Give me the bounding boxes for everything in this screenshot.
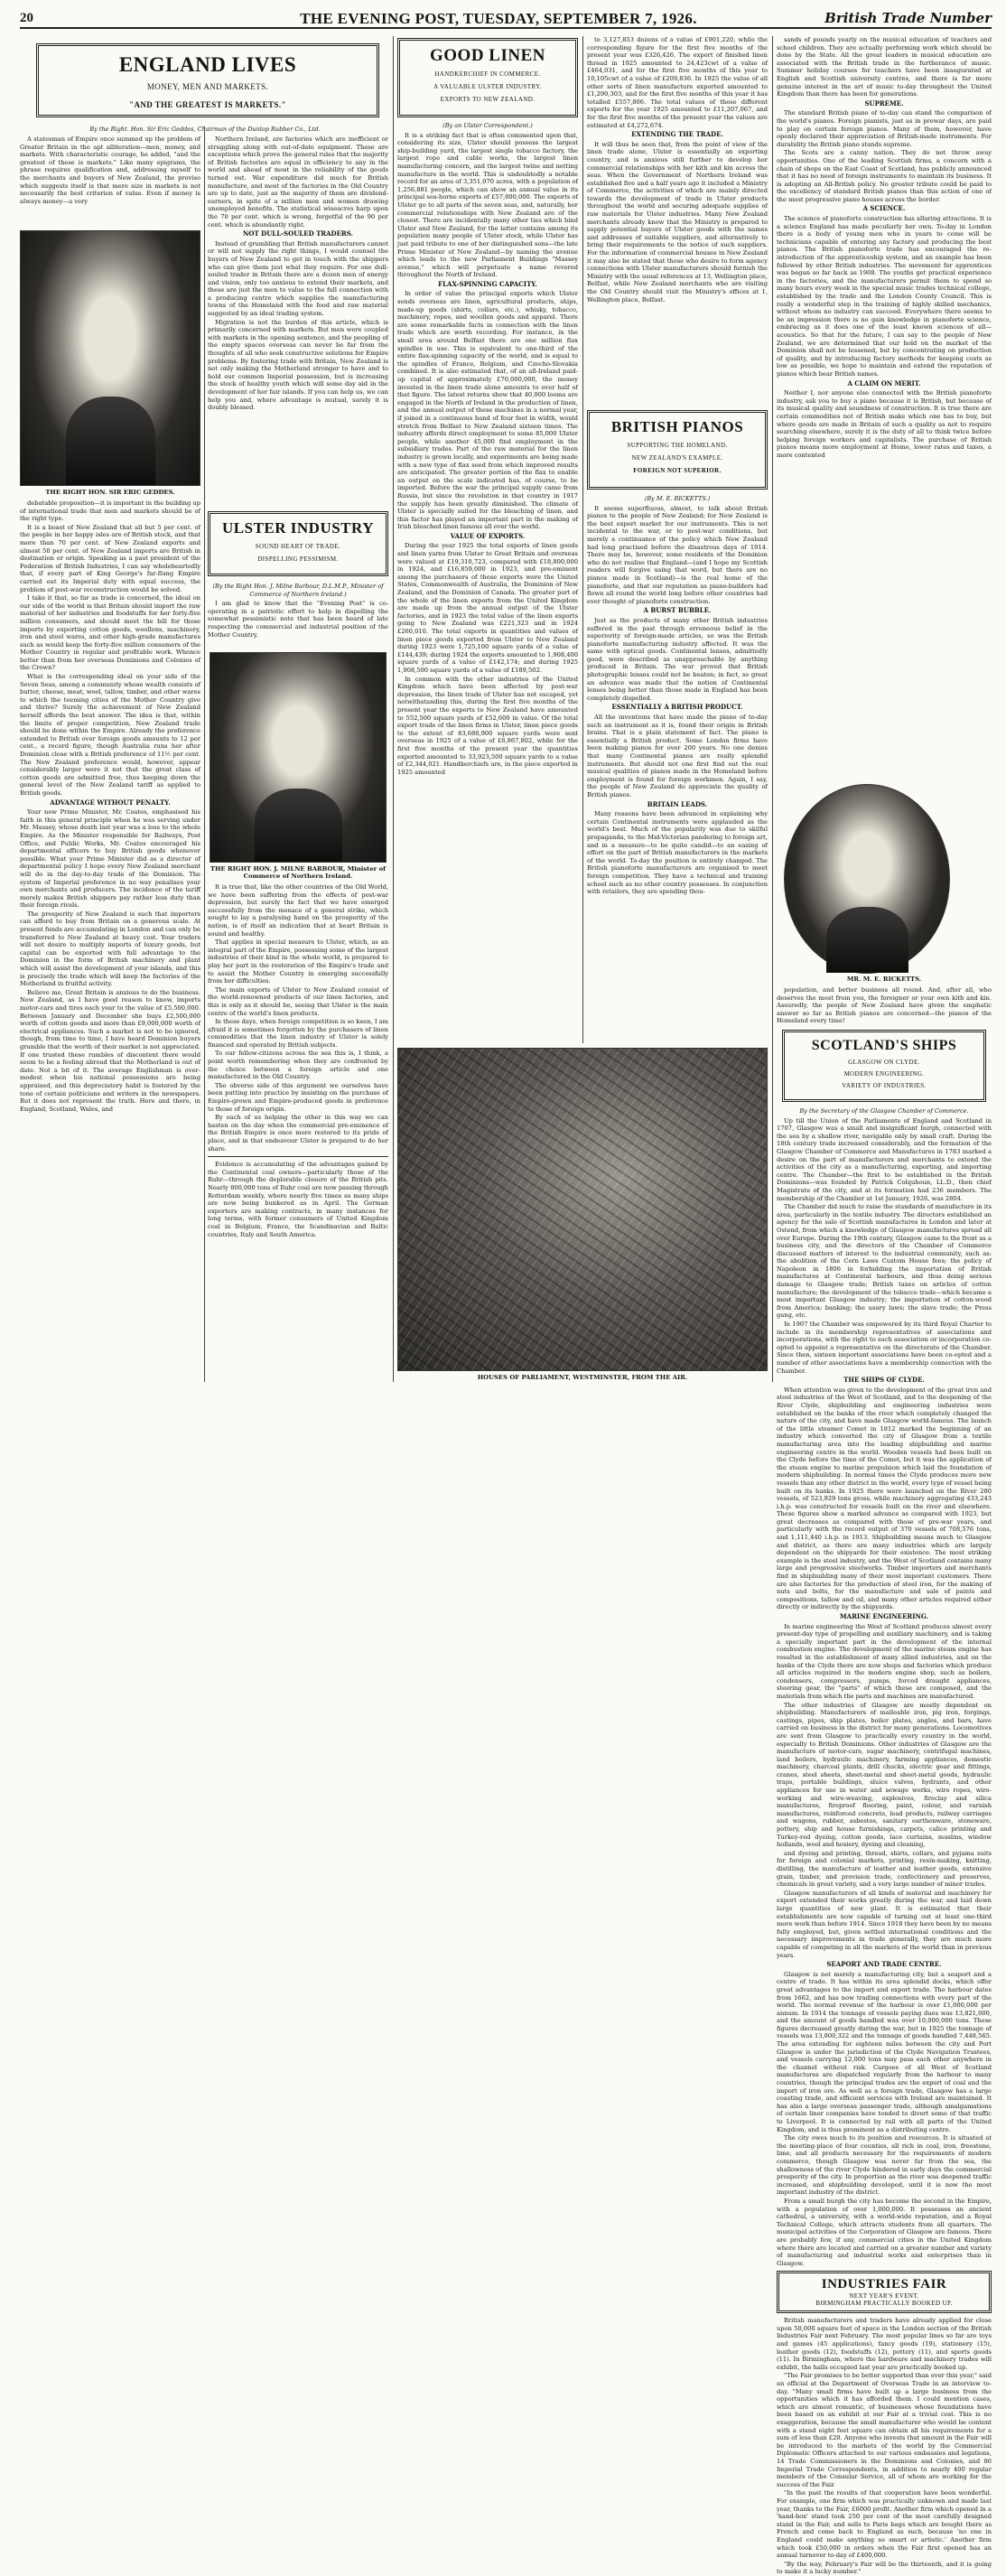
pianos-col1: (By M. E. RICKETTS.) It seems superfluous, almost, to talk about British pianos to the people of New Zealand; for New Zealand is the best export market for our instruments. This is not incidental to the war, or to post-war conditions, but merely a continuance of the policy which New Zealand had long practised before the disastrous days of 1914. There may be, however, some residents of the Dominion who do not realise that England—(and I hope my Scottish readers will forgive using that word, but there are no pianos made in Scotland)—is the real home of the pianoforte, and that our reputation as piano-builders had flown all round the world long before other countries had ever thought of pianoforte construction. A BURST BUBBLE. Just as the products of many other British industries suffered in the past through erroneous belief in the superiority of foreign-made articles, so was the British pianoforte manufacturing industry affected. It was the same with optical goods. Continental lenses, admittedly good, were described as unapproachable by anything produced in Britain. The war proved that British photographic lenses could not be beaten; in fact, so great an advance was made that the notion of Continental lenses being better than those made in England has been completely dispelled. ESSENTIALLY A BRITISH PRODUCT. All the inventions that have made the piano of to-day such an instrument as it is, found their origin in British brains. That is a plain statement of fact. The piano is essentially a British product. Some London firms have been making pianos for over 200 years. No one denies that many Continental pianos are really splendid instruments. But should not one first find out the real musical qualities of pianos made in the Homeland before employment is found for foreign workmen. Again, I say, the people of New Zealand do appreciate the quality of British pianos. BRITAIN LEADS. Many reasons have been advanced in explaining why certain Continental instruments were applauded as the world's best. Much of the popularity was due to skilful propaganda, to the Mid-Victorian pandering to foreign art, and in a measure—to be quite candid—to an easing of effort on the part of British manufacturers in the markets of the world. To-day the position is entirely changed. The British pianoforte manufacturers are organised to meet foreign competition. They have a technical and training school such as no other country possesses. In conjunction with retailers, they are spending thou- [587,495,768,896]
parliament-aerial-photo [397,1048,768,1371]
ricketts-caption: MR. M. E. RICKETTS. [846,975,922,983]
section-tag: British Trade Number [824,10,992,26]
england-headline-box [36,43,379,117]
pianos-col3: population, and better business all round. And, after all, who deserves the most from you, the foreigner or your own kith and kin. Assuredly, the people of New Zealand have given the emphatic answer so far as British pianos are concerned—the pianos of the Homeland every time! [777,986,992,1025]
ulster-title: ULSTER INDUSTRY [222,519,374,537]
pianos-title: BRITISH PIANOS [610,418,744,435]
scotland-col: By the Secretary of the Glasgow Chamber of Commerce. Up till the Union of the Parliaments of England and Scotland in 1707, Glasgow was a small and insignificant burgh, connected with the sea by a shallow river, navigable only by small craft. During the 18th century trade increased considerably, and the formation of the Glasgow Chamber of Commerce and Manufactures in 1783 marked a desire on the part of manufacturers and merchants to extend the activities of the city as a manufacturing, exporting, and importing centre. The Chamber—the first to be established in the British Dominions—was founded by Patrick Colquhoun, LL.D., then chief Magistrate of the city, and at its formation had 236 members. The membership of the Chamber at 1st January, 1926, was 2804. The Chamber did much to raise the standards of manufacture in its area, particularly in the textile industry. The directors established an agency for the sale of Scottish manufactures in London and later at Ostend, from which a knowledge of Glasgow manufactures spread all over Europe. During the 19th century, Glasgow came to the front as a business city, and the directors of the Chamber of Commerce discussed matters of interest to the industrial community, such as: the abolition of the Corn Laws Custom House fees; the policy of Napoleon in 1806 in forbidding the importation of British manufactures at Continental harbours, and thus doing serious damage to Glasgow trade; British taxes on articles of cotton manufacture; the development of the tobacco trade—which became a most important Glasgow industry; the importation of cotton-wood from America; banking; the usury laws; the slave trade; the Press gang, etc. In 1907 the Chamber was empowered by its third Royal Charter to include in its membership representatives of associations and incorporations, with the right to such association or incorporation co-opted to appoint a representative on the directorate of the Chamber. Since then, sixteen important associations have been co-opted and a number of other associations have a membership connection with the Chamber. THE SHIPS OF CLYDE. When attention was given to the development of the great iron and steel industries of the West of Scotland, and to the deepening of the River Clyde, shipbuilding and engineering industries were established on the banks of the river which completely changed the nature of the city, and have made Glasgow world-famous. The launch of the little steamer Comet in 1812 marked the beginning of an industry which converted the city of Glasgow from a textile manufacturing area into the leading shipbuilding and marine engineering centre in the world. Wooden vessels had been built on the Clyde before the time of the Comet, but it was the application of the steam engine to marine propulsion which laid the foundation of modern shipbuilding. In normal times the Clyde produces more new vessels than any other district in the world, every type of vessel being built on its banks. In 1925 there were launched on the River 280 vessels, of 523,929 tons gross, while machinery aggregating 433,243 i.h.p. was constructed for vessels built on the river and elsewhere. These figures show a marked advance as compared with 1923, but great decreases as compared with those of pre-war years, and particularly with the record output of 370 vessels of 708,576 tons, and 1,111,440 i.h.p. in 1913. Shipbuilding means much to Glasgow and district, as there are many industries which are largely dependent on the shipyards for their existence. The most striking example is the steel industry, and the West of Scotland contains many large and progressive steelworks. Timber importers and merchants find in shipbuilding many of their most important customers. There are also factories for the production of steel iron, for the making of nuts and bolts, for the manufacture and sale of paints and compositions, tallow and oil, and many other articles required either directly or indirectly by the shipyards. MARINE ENGINEERING. In marine engineering the West of Scotland produces almost every present-day type of propelling and auxiliary machinery, and is taking a specially important part in the development of the internal combustion engine. The development of the marine steam engine has resulted in the establishment of many allied industries, and on the banks of the Clyde there are now shops and factories which produce all articles required in the modern engine shop, such as boilers, condensers, compressors, pumps, forced draught appliances, steering gear, the "parts" of which these are composed, and the materials from which the parts and machines are manufactured. The other industries of Glasgow are mostly dependent on shipbuilding. Manufacturers of malleable iron, pig iron, forgings, castings, pipes, ship plates, boiler plates, angles, and bars, have carried on business in the district for many generations. Locomotives are sent from Glasgow to practically every country in the world, especially to British Dominions. Other industries of Glasgow are the manufacture of motor-cars, sugar machinery, centrifugal machines, land boilers, hydraulic machinery, farming appliances, domestic machinery, charcoal plants, drill chucks, electric gear and fittings, cranes, steel sheets, sheet-metal and sheet-metal goods, hydraulic traps, portable buildings, sluice valves, hydrants, and other appliances for use in water and sewage works, wire ropes, wire-working and wire-weaving, explosives, fireclay and silica manufactures, fireproof flooring, paint, colour, and varnish manufactures, reinforced concrete, lead products, railway carriages and wagons, rubber, asbestos, sanitary earthenware, stoneware, pottery, ship and house furnishings, carpets, calico printing and Turkey-red dyeing, cotton goods, lace curtains, muslins, window hollands, wool and hosiery, dyeing and cleaning, and dyeing and printing, thread, shirts, collars, and pyjama suits for foreign and colonial markets, printing, resin-making, knitting, distilling, the manufacture of leather and leather goods, extensive grain, timber, and provision trade, confectionery and preserves, chemicals in great variety, and a very large number of minor trades. Glasgow manufacturers of all kinds of material and machinery for export extended their works greatly during the war, and laid down large quantities of new plant. It is estimated that their establishments are now capable of turning out at least one-third more work than before 1914. Since 1918 they have been by no means fully employed, but, given settled international conditions and the necessary improvements in trade generally, they are much more capable of competing in all the markets of the world than in previous years. SEAPORT AND TRADE CENTRE. Glasgow is not merely a manufacturing city, but a seaport and a centre of trade. It has within its area splendid docks, which offer great advantages to the import and export trade. The harbour dates from 1662, and has now trading connections with every part of the world. The normal revenue of the harbour is over £1,000,000 per annum. In 1914 the tonnage of vessels paying dues was 13,821,000, and the amount of goods handled was over 10,000,000 tons. These figures decreased greatly during the war, but in 1925 the tonnage of vessels was 13,800,322 and the tonnage of goods handled 7,448,565. The area extending for eighteen miles between the city and Port Glasgow is under the jurisdiction of the Clyde Navigation Trustees, and vessels carrying 12,000 tons may pass each other anywhere in the channel without risk. Cargoes of all West of Scotland manufactures are dispatched regularly from the harbour to many countries, though the principal trades are the export of coal and the import of iron ore. As well as a foreign trade, Glasgow has a large coasting trade, and efficient services with Ireland are maintained. It has also a large overseas passenger trade, although amalgamations of certain liner companies have tended to divert some of that traffic to Liverpool. It is connected by rail with all parts of the United Kingdom, and is thus prominent as a distributing centre. The city owes much to its position and resources. It is situated at the meeting-place of four counties, all rich in coal, iron, freestone, lime, and all products necessary for the requirements of modern commerce, though Glasgow was never far from the sea, the shallowness of the river Clyde hindered in early days the commercial prosperity of the city. In proportion as the river was deepened traffic increased, and shipbuilding developed, until it is now the most important industry of the district. From a small burgh the city has become the second in the Empire, with a population of over 1,000,000. It possesses an ancient cathedral, a university, with a world-wide reputation, and a Royal Technical College, which attracts students from all quarters. The municipal activities of the Corporation of Glasgow are famous. There are probably few, if any, commercial cities in the United Kingdom where there are located and carried on a greater number and variety of manufacturing and industrial works and enterprises than in Glasgow. INDUSTRIES FAIR NEXT YEAR'S EVENT. BIRMINGHAM PRACTICALLY BOOKED UP. British manufacturers and traders have already applied for close upon 50,000 square feet of space in the London section of the British Industries Fair next February. The most popular lines so far are toys and games (45 applications), fancy goods (19), stationery (15), leather goods (12), foodstuffs (12), pottery (11), and sports goods (11). In Birmingham, where the hardware and machinery trades will exhibit, the halls occupied last year are practically booked up. "The Fair promises to be better supported than ever this year," said an official at the Department of Overseas Trade in an interview to-day. "Many small firms have built up a large business from the opportunities which it has afforded them. I could mention cases, which are almost romantic, of businesses whose foundations have been based on an exhibit at our Fair at a trivial cost. This is no exaggeration, because the small manufacturer who would be content with a stand eight feet square can obtain all his requirements for a sum of less than £20. Anyone who invests that amount in the Fair will be introduced to the markets of the world by the Commercial Diplomatic Officers attached to our various embassies and legations, 14 Trade Commissioners in the Dominions and Colonies, and 86 Imperial Trade Correspondents, in addition to nearly 400 regular members of the Consular Service, all of whom are working for the success of the Fair. "In the past the results of that cooperation have been wonderful. For example, one firm which was practically unknown and made last year, thanks to the Fair, £6000 profit. Another firm which opened in a 'hand-box' stand took 250 per cent of the most carefully designed stand in the Fair, and sells to Paris bags which are bought there as French and come back to England as such, because 'no one in England could make anything so smart or artistic.' Another firm which took £50,000 in orders when the Fair first opened has an annual turnover to-day of £400,000. "By the way, February's Fair will be the thirteenth, and it is going to make it a lucky number." [777,1107,992,2576]
pianos-headline-box: BRITISH PIANOS SUPPORTING THE HOMELAND. NEW ZEALAND'S EXAMPLE. FOREIGN NOT SUPERIOR. [587,410,768,490]
masthead: THE EVENING POST, TUESDAY, SEPTEMBER 7, 1926. [300,10,697,27]
ulster-byline: (By the Right Hon. J. Milne Barbour, D.L.M.P., Minister of Commerce of Northern Ireland.) [212,583,384,598]
england-col2: Northern Ireland, are factories which are inefficient or struggling along with out-of-date equipment. These are exceptions which prove the general rules that the majority of British factories are equal in efficiency to any in the world and ahead of most in the reliability of the goods turned out. War expenditure did much for British manufacture, and most of the factories in the Old Country are up to date, just as the majority of them are dividend-earners, in spite of a million men and women drawing unemployed benefits. The statistical wiseacres harp upon the 70 per cent. which is wrong, forgetful of the 90 per cent. which is abundantly right. NOT DULL-SOULED TRADERS. Instead of grumbling that British manufacturers cannot or will not supply the right things, I would counsel the buyers of New Zealand to get in touch with the shippers who can give them just what they require. For one dull-souled trader in Britain there are a dozen men of energy and vision, only too anxious to extend their markets, and these are just the men to value to the full connection with a producing centre which supplies the manufacturing towns of the Homeland with the food and raw material suggested by an ideal trading system. Migration is not the burden of this article, which is primarily concerned with markets. But men were coupled with markets in the opening sentence, and the peopling of the empty spaces overseas can never be far from the thoughts of all who seek constructive solutions for Empire problems. By fostering trade with Britain, New Zealand is not only making the Motherland stronger to have and to hold our common Imperial possession, but is increasing the stock of healthy youth which will some day aid in the development of her fair islands. If you can help us, we can help you and, where advantage is mutual, surely it is doubly blessed. [208,135,388,412]
page-number: 20 [20,11,33,25]
page-header [20,7,992,29]
linen-col1: (By an Ulster Correspondent.) It is a striking fact that is often commented upon that, considering its size, Ulster should possess the largest ship-building yard, the largest single tobacco factory, the largest rope and cable works, the largest linen manufacturing concern, and the largest twine and netting manufacture in the world. This is undoubtedly a notable record for an area of 3,351,070 acres, with a population of 1,256,881 people, which can show an annual value in its principal sea-borne exports of £57,800,000. The exports of Ulster go to all parts of the seven seas, and, naturally, her commercial relationships with New Zealand are of the closest. There are incidentally many other ties which bind Ulster and New Zealand, for the latter contains among its population many people of Ulster stock, while Ulster has just paid tribute to one of her distinguished sons—the late Prime Minister of New Zealand—by naming the avenue which leads to the new Parliament Buildings "Massey avenue," which will perpetuate a name revered throughout the North of Ireland. FLAX-SPINNING CAPACITY. In order of value the principal exports which Ulster sends overseas are linen, agricultural products, ships, made-up goods (shirts, collars, etc.), whisky, tobacco, machinery, ropes, and woollen goods and apparel. There are some remarkable facts in connection with the linen trade which are worth recording. For instance, in the small area around Belfast there are one million flax spindles in use. This is equivalent to one-third of the entire flax-spinning capacity of the world, and is equal to the spindles of France, Belgium, and Czecho-Slovakia combined. It is also estimated that, of an all-Ireland paid-up capital of approximately £70,000,000, the money invested in the linen trade alone amounts to over half of that figure. The latest returns show that 40,000 looms are engaged in the North of Ireland in the production of linen, and the annual output of these machines in a normal year, if joined in a continuous band of four feet in width, would stretch from Belfast to New Zealand sixteen times. The industry affords direct employment to some 85,000 Ulster people, while another 45,000 find employment in the subsidiary trades. Part of the raw material for the linen industry is grown locally, and experiments are being made with a new type of flax seed from which improved results are anticipated. The greater portion of the flax to enable an output on the scale indicated has, of course, to be imported. Before the war the principal supply came from Russia, but since the revolution in that country in 1917 the supply has been greatly diminished. The climate of Ulster is specially suited for the bleaching of linen, and this factor has played an important part in the making of Irish bleached linen famous all over the world. VALUE OF EXPORTS. During the year 1925 the total exports of linen goods and linen yarns from Ulster to Great Britain and overseas were valued at £19,310,723, compared with £18,800,000 in 1924, and £16,859,000 in 1923, and pre-eminent among the purchasers of these exports were the United States, Commonwealth of Australia, the Dominion of New Zealand, and the Dominion of Canada. The greater part of the whole of the linen exports from the United Kingdom are made up from the annual output of the Ulster factories, and in 1923 the total value of the linen exports going to New Zealand was £221,323 and in 1924 £260,010. The total exports in quantities and values of linen piece goods exported from Ulster to New Zealand during 1923 were 1,725,100 square yards of a value of £144,439; during 1924 the exports amounted to 1,908,400 square yards of a value of £142,174; and during 1925 1,908,500 square yards of a value of £189,502. In common with the other industries of the United Kingdom which have been affected by post-war depression, the linen trade of Ulster has not escaped, yet notwithstanding this, during the first five months of the present year the exports to New Zealand have amounted to 552,500 square yards of £52,600 in value. Of the total export trade of the linen firms in Ulster, linen piece goods to the extent of 83,680,900 square yards were sent overseas in 1925 of a value of £6,867,802, while for the first five months of the present year the quantities exported amounted to 33,923,500 square yards to a value of £2,344,021. Handkerchiefs are, in the piece exported in 1925 amounted [397,122,578,776]
ulster-col-top: (By the Right Hon. J. Milne Barbour, D.L.M.P., Minister of Commerce of Northern Ireland.) I am glad to know that the "Evening Post" is co-operating in a patriotic effort to help in dispelling the somewhat pessimistic note that has been heard of late respecting the commercial and industrial position of the Mother Country. [208,583,388,639]
england-intro: A statesman of Empire once summed up the problem of Greater Britain in the apt alliteration—men, money, and markets. With characteristic courage, he added, "and the greatest of these is markets." Like many epigrams, the phrase requires qualification and, addressing myself to the merchants and buyers of New Zealand, the proviso which suggests itself is that mere size in markets is not necessarily the best criterion of value. Even if money is always money—a very [20,135,200,205]
england-sub2: NOT DULL-SOULED TRADERS. [242,229,353,238]
england-sub1: ADVANTAGE WITHOUT PENALTY. [50,798,171,807]
england-quote: "AND THE GREATEST IS MARKETS." [129,100,286,109]
linen-title: GOOD LINEN [430,46,545,65]
geddes-photo [20,230,200,486]
scotland-title: SCOTLAND'S SHIPS [811,1038,957,1053]
parliament-caption: HOUSES OF PARLIAMENT, WESTMINSTER, FROM THE AIR. [477,1374,688,1381]
pianos-col2: sands of pounds yearly on the musical education of teachers and school children. They are actually performing work which should be done by the State. All the great leaders in musical education are associated with the British trade in the furtherance of music. Summer holiday courses for teachers have been inaugurated at English and Scottish university centres, and there is far more genuine interest in the art of music to-day throughout the United Kingdom than there has been for generations. SUPREME. The standard British piano of to-day can stand the comparison of the world's pianos. Foreign pianists, just as in prewar days, are paid to play on certain foreign pianos. Many of them, however, have openly declared their appreciation of British-made instruments. For durability the British piano stands supreme. The Scots are a canny nation. They do not throw away opportunities. One of the leading Scottish firms, a concern with a chain of shops on the East Coast of Scotland, has publicly announced that it has no need of foreign instruments to maintain its business. It is adopting an All-British policy. No greater tribute could be paid to the excellency of standard British pianos than this action of one of the most progressive piano houses across the border. A SCIENCE. The science of pianoforte construction has alluring attractions. It is a science England has made peculiarly her own. To-day in London there is a body of young men who in years to come will be technicians capable of entering any factory and producing the best pianos. The British pianoforte trade has encouraged the re-introduction of the apprenticeship system, and an example has been followed by other British industries. The movement for apprentices was begun so far back as 1908. The youths get practical experience in the factories, and the manufacturers permit them to spend so many hours every week in the special music trades technical college, established by the trade and the London County Council. This is really a wonderful step in the training of highly skilled mechanics, without whom no industry can succeed. Everywhere there seems to be an impression there is no gain knowledge in pianoforte science, embracing as it does one of the least known sciences of all—acoustics. So that for the future, I can say to the people of New Zealand, we are determined that our hold on the market of the Dominion shall not be lessened, but by concentrating on production of quality, and by introducing factory methods for keeping costs as low as possible, we hope to maintain and extend the reputation of pianos which bear British names. A CLAIM ON MERIT. Neither I, nor anyone else connected with the British pianoforte industry, ask you to buy a piano because it is British, but because of its musical quality and soundness of construction. It is true there are certain commodities not of British make which one has to buy, but where goods are made in Britain of such a quality as not to require searching elsewhere, surely it is the duty of all to think twice before helping foreign workers and capitalists. The purchase of British pianos means more employment at Home, lower rates and taxes, a more contented [777,36,992,459]
linen-col2: to 3,127,853 dozens of a value of £901,220, while the corresponding figure for the first five months of the present year was £326,426. The export of finished linen thread in 1925 amounted to 24,423cwt of a value of £464,031, and for the first five months of this year to 10,105cwt of a value of £209,836. In 1925 the value of all other sorts of linen manufacture exported amounted to £1,290,303, and for the first five months of this year it has totalled £557,806. The total values of these different exports for the year 1925 amounted to £11,207,067, and for the first five months of the present year the values are estimated at £4,272,674. EXTENDING THE TRADE. It will thus be seen that, from the point of view of the linen trade alone, Ulster is essentially an exporting country, and is anxious still further to develop her commercial relationships with her kith and kin across the seas. When the Government of Northern Ireland was established five and a half years ago it included a Ministry of Commerce, the activities of which are mainly directed towards the development of trade in Ulster products throughout the world and securing adequate supplies of raw materials for Ulster industries. Many New Zealand merchants already know that the Ministry is prepared to supply potential buyers of Ulster goods with the names and addresses of suitable suppliers, and alternatively to bring their requirements to the notice of such suppliers. For the information of commercial houses in New Zealand it may also be stated that those who desire to form agency connections with Ulster manufacturers should furnish the Ministry with the usual references at 13, Wellington place, Belfast, while New Zealand merchants who are visiting the Old Country should visit the Ministry's offices at 1, Wellington place, Belfast. [587,36,768,303]
fair-title: INDUSTRIES FAIR [821,2277,947,2292]
scotland-headline-box: SCOTLAND'S SHIPS GLASGOW ON CLYDE. MODERN ENGINEERING. VARIETY OF INDUSTRIES. [782,1030,986,1102]
ulster-headline-box: ULSTER INDUSTRY SOUND HEART OF TRADE. DISPELLING PESSIMISM. [208,511,388,576]
linen-headline-box: GOOD LINEN HANDKERCHIEF IN COMMERCE. A VALUABLE ULSTER INDUSTRY. EXPORTS TO NEW ZEALAND. [397,38,578,117]
geddes-caption: THE RIGHT HON. SIR ERIC GEDDES. [45,489,175,496]
england-subtitle: MONEY, MEN AND MARKETS. [146,82,269,91]
fair-headline-box: INDUSTRIES FAIR NEXT YEAR'S EVENT. BIRMINGHAM PRACTICALLY BOOKED UP. [777,2271,992,2313]
england-title: ENGLAND LIVES [118,53,297,76]
ricketts-photo [784,784,950,974]
england-byline: By the Right. Hon. Sir Eric Geddes, Chairman of the Dunlop Rubber Co., Ltd. [89,126,321,133]
ulster-col-bottom: It is true that, like the other countries of the Old World, we have been suffering from the effects of post-war depression, but surely the fact that we have emerged successfully from the menace of a general strike, which sought to lay a paralysing hand on the prosperity of the nation, is of itself an indication that at heart Britain is sound and healthy. That applies in special measure to Ulster, which, as an integral part of the Empire, possessing some of the largest industries of their kind in the whole world, is prepared to play her part in the restoration of the Empire's trade and to assist the Mother Country in emerging successfully from her difficulties. The main exports of Ulster to New Zealand consist of the world-renowned products of our linen factories, and this is only as it should be, seeing that Ulster is the main centre of the world's linen products. In these days, when foreign competition is so keen, I am afraid it is sometimes forgotten by the purchasers of linen commodities that the linen industry of Ulster is solely financed and operated by British subjects. To our fellow-citizens across the sea this is, I think, a point worth remembering when they are confronted by the choice between a foreign article and one manufactured in the Old Country. The obverse side of this argument we ourselves have been putting into practice by insisting on the purchase of Empire-grown and Empire-produced goods in preference to those of foreign origin. By each of us helping the other in this way we can hasten on the day when the commercial pre-eminence of the British Empire is once more restored to its pride of place, and in that endeavour Ulster is prepared to do her share. Evidence is accumulating of the advantages gained by the Continental coal owners—particularly those of the Ruhr—through the deplorable closure of the British pits. Nearly 800,000 tons of Ruhr coal are now passing through Rotterdam weekly, where nearly five times as many ships are now being bunkered as in April. The German exporters are making contracts, in many instances for long terms, with former consumers of United Kingdom coal in Belgium, France, the Scandinavian and Baltic countries, Italy and South America. [208,883,388,1238]
barbour-caption: THE RIGHT HON. J. MILNE BARBOUR, Minister of Commerce of Northern Ireland. [210,865,387,880]
england-col1: debatable proposition—it is important in the building up of international trade that men and markets should be of the right type. It is a boast of New Zealand that all but 5 per cent. of the people in her happy isles are of British stock, and that more than 70 per cent. of New Zealand exports and almost 50 per cent. of New Zealand imports are British in destination or origin. Speaking as a past president of the Federation of British Industries, I can say wholeheartedly that, if every part of King George's far-flung Empire carried out its Imperial duty with equal success, the problem of post-war reconstruction would be solved. I take it that, so far as trade is concerned, the ideal on our side of the world is that Britain should import the raw material of her industries and foodstuffs for her forty-five million consumers, and should meet the bill for those imports by exporting cotton goods, woollens, machinery, iron and steel wares, and other high-grade manufactures such as would keep the forty-five million consumers of the Mother Country in regular and profitable work. Whence better than from her overseas Dominions and Colonies of the Crown? What is the corresponding ideal on your side of the Seven Seas, among a community whose wealth consists of butter, cheese, meat, wool, tallow, timber, and other wares to which the teeming cities of the Mother Country give and thrive? Surely the achievement of New Zealand herself affords the best answer. The idea is that, within the limits of proper competition, New Zealand trade should be done within the Empire. Already the preference extended to British over foreign goods amounts to 12 per cent., a record figure, though Australia runs her after Dominion close with a British preference of 11½ per cent. The New Zealand preference would, however, appear considerably larger were it not that the great class of cotton goods are admitted free, thus keeping down the general level of the New Zealand tariff as applied to British goods. ADVANTAGE WITHOUT PENALTY. Your new Prime Minister, Mr. Coates, emphasised his faith in this general principle when he was serving under Mr. Massey, whose death last year was a loss to the whole Empire. As the Minister responsible for Railways, Post Office, and Public Works, Mr. Coates encouraged his departmental officers to buy British goods whenever possible. What your Prime Minister did as a director of departmental policy I hope every New Zealand merchant will do in the day-to-day trade of the Dominion. The system of Imperial preference in no way penalises your own merchants and producers. The incidence of the tariff merely makes British shippers pay rather less duty than their foreign rivals. The prosperity of New Zealand is such that importers can afford to buy from Britain on a generous scale. At present funds are accumulating in London and can only be transferred to New Zealand at heavy cost. Your traders will not desire to multiply imports of luxury goods, but capital can be exported with full advantage to the Dominion in the form of British machinery and plant which will assist the development of your islands, and this is precisely the trade which will keep the factories of the Motherland in fruitful activity. Believe me, Great Britain is anxious to do the business. New Zealand, as I have good reason to know, imports motor-cars and tires each year to the value of £5,500,000. Between January and December she buys £2,500,000 worth of cotton goods and more than £9,000,000 worth of electrical appliances. Such a market is not to be ignored, though, from time to time, I have heard Dominion buyers grumble that the worth of their market is not appreciated. If one trusted these rumbles of discontent there would seem to be a feeling abroad that the Motherland is out of date. Not a bit of it. The average Englishman is over-modest when his national possessions are being appraised, and this depreciatory habit is fostered by the tone of certain politicians and writers in the newspapers. But it does not represent the truth. Here and there, in England, Scotland, Wales, and [20,499,200,1113]
barbour-photo [210,652,387,863]
